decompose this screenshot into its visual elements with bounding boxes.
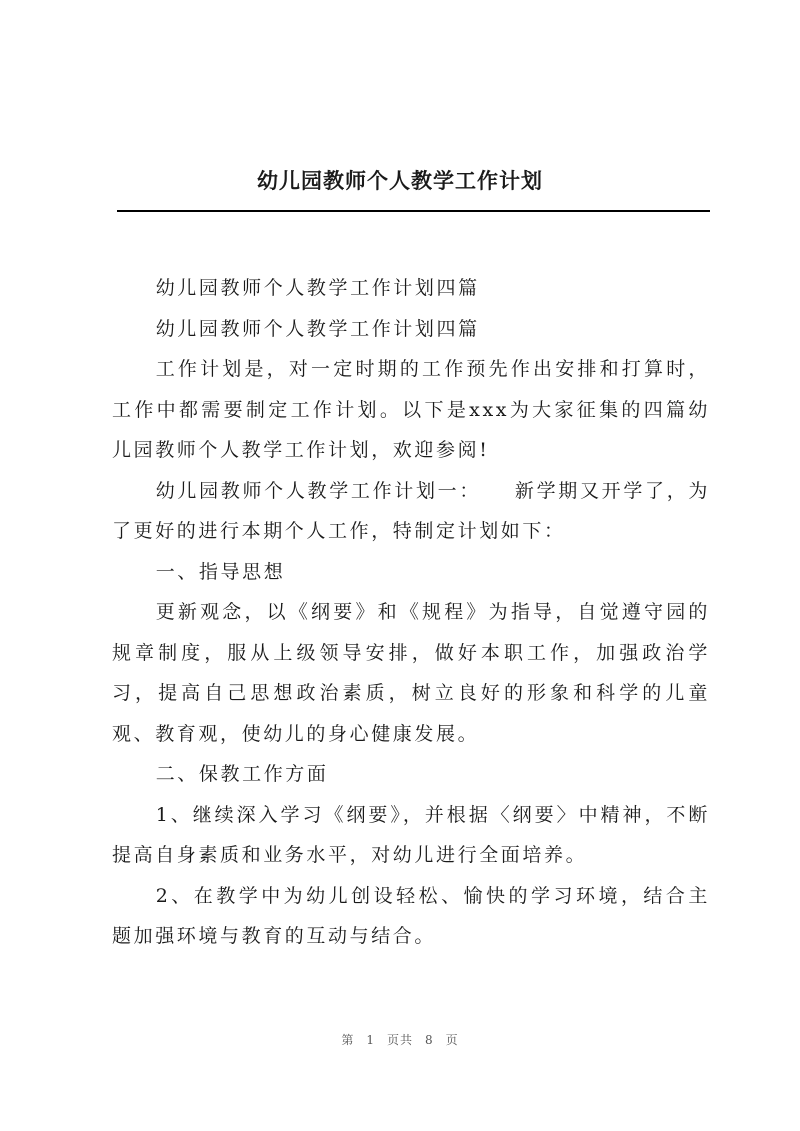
section-heading-guiding-thought: 一、指导思想 [155,560,286,583]
paragraph-intro: 工作计划是，对一定时期的工作预先作出安排和打算时，工作中都需要制定工作计划。以下是xxx为大家征集的四篇幼儿园教师个人教学工作计划，欢迎参阅! [112,358,710,461]
paragraph-plan-one: 幼儿园教师个人教学工作计划一： 新学期又开学了，为了更好的进行本期个人工作，特制定计划如下： [112,479,710,542]
paragraph-heading: 幼儿园教师个人教学工作计划四篇 [155,277,480,299]
title-divider [117,210,710,212]
page-title: 幼儿园教师个人教学工作计划 [257,168,543,193]
footer-suffix: 页 [445,1033,459,1047]
section-heading-teaching-work: 二、保教工作方面 [155,763,329,785]
paragraph-guiding-thought: 更新观念，以《纲要》和《规程》为指导，自觉遵守园的规章制度，服从上级领导安排，做好本职工作，加强政治学习，提高自己思想政治素质，树立良好的形象和科学的儿童观、教育观，使幼儿的身心健康发展。 [112,601,710,745]
document-body [112,268,710,957]
footer-prefix: 第 [341,1033,355,1047]
footer-middle: 页共 [386,1033,413,1047]
paragraph-subheading: 幼儿园教师个人教学工作计划四篇 [155,317,480,340]
page-footer [0,1031,800,1048]
footer-current-page: 1 [366,1033,375,1047]
footer-total-pages: 8 [425,1033,434,1047]
paragraph-item-2: 2、在教学中为幼儿创设轻松、愉快的学习环境，结合主题加强环境与教育的互动与结合。 [112,884,710,947]
paragraph-item-1: 1、继续深入学习《纲要》，并根据〈纲要〉中精神，不断提高自身素质和业务水平，对幼儿进行全面培养。 [112,803,710,866]
